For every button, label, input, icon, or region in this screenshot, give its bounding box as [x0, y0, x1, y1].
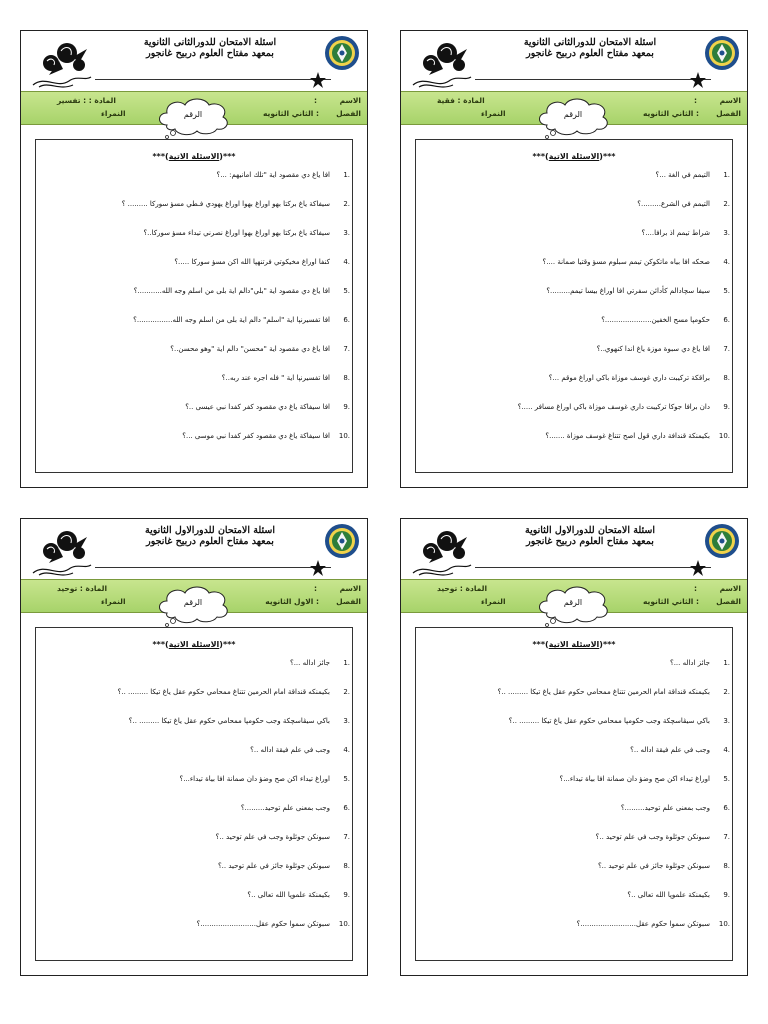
question-item [36, 687, 352, 716]
question-text: سبونكن جوئلوة جائز في علم توحيد ..؟ [217, 862, 330, 870]
question-number: 2. [343, 688, 350, 696]
question-number: 4. [343, 258, 350, 266]
question-text: افا ياغ دي مقصود اية "تلك امانيهم: ...؟ [216, 171, 330, 179]
question-item [416, 832, 732, 861]
header-rule [95, 79, 331, 80]
exam-sheet-tauhid-1 [20, 518, 368, 976]
title-line-1: اسئلة الامتحان للدورالثانى الثانوية [143, 37, 277, 48]
question-number: 10. [338, 432, 350, 440]
question-text: سبوتكن سموا حكوم عقل.........................؟ [576, 920, 710, 928]
question-item [36, 716, 352, 745]
examiner-label: النمراء [101, 597, 126, 606]
question-text: وجب بمعنى علم توحيد.........؟ [240, 804, 330, 812]
examiner-label: النمراء [101, 109, 126, 118]
question-item [416, 431, 732, 460]
number-cloud-icon [533, 95, 611, 139]
question-number: 3. [723, 717, 730, 725]
rose-ornament-icon [409, 35, 473, 91]
question-text: افا سيفاكة ياغ دي مقصود كفر كفدا نبي عيسى ..؟ [185, 403, 330, 411]
question-number: 10. [718, 432, 730, 440]
question-number: 7. [723, 833, 730, 841]
question-item [416, 286, 732, 315]
question-text: افا ياغ دي مقصود اية "بلي"دالم اية بلى من اسلم وجه الله...........؟ [133, 287, 330, 295]
question-item [416, 774, 732, 803]
questions-box [35, 139, 353, 473]
question-number: 5. [723, 775, 730, 783]
class-label: الفصل [716, 109, 741, 118]
school-logo-icon [324, 35, 360, 71]
rose-ornament-icon [29, 523, 93, 579]
question-text: اوراغ تيداء اكن صح وضؤ دان صمانة افا بياة تيداء...؟ [559, 775, 710, 783]
question-item [416, 170, 732, 199]
name-label: الاسم [339, 584, 361, 593]
number-cloud-icon [533, 583, 611, 627]
name-colon: : [694, 584, 697, 593]
questions-heading: ***(الاسئلة الاتية)*** [532, 640, 616, 649]
question-item [36, 228, 352, 257]
question-number: 1. [723, 171, 730, 179]
question-text: باكي سيڤاسچكة وجب حكومپا ممحامي حكوم عقل ياغ تيكا ......... ..؟ [128, 717, 330, 725]
question-item [36, 373, 352, 402]
exam-sheet-tafsir [20, 30, 368, 488]
question-text: سيفا سچادالم كأدائن سفرتي افا اوراغ بيسا تيمم.........؟ [546, 287, 710, 295]
number-cloud-icon [153, 583, 231, 627]
title-line-2: بمعهد مفتاح العلوم دربيح غانجور [146, 536, 274, 547]
question-number: 8. [723, 862, 730, 870]
question-item [36, 890, 352, 919]
rose-ornament-icon [29, 35, 93, 91]
question-text: سيفاكة ياغ بركتا بهو اوراغ بهوا اوراغ نصرني تيداء مسؤ سوركا..؟ [143, 229, 330, 237]
questions-box [35, 627, 353, 961]
number-cloud-icon [153, 95, 231, 139]
question-number: 10. [718, 920, 730, 928]
question-text: افا ياغ دي مقصود اية "محسن" دالم اية "وهو محسن..؟ [170, 345, 330, 353]
question-text: حكومپا مسح الخفين.....................؟ [601, 316, 710, 324]
question-text: باكي سيڤاسچكة وجب حكومپا ممحامي حكوم عقل ياغ تيكا ......... ..؟ [508, 717, 710, 725]
question-item [36, 199, 352, 228]
question-item [416, 803, 732, 832]
title-line-2: بمعهد مفتاح العلوم دربيح غانجور [526, 536, 654, 547]
title-line-2: بمعهد مفتاح العلوم دربيح غانجور [146, 48, 274, 59]
name-colon: : [694, 96, 697, 105]
question-number: 3. [723, 229, 730, 237]
school-logo-icon [704, 35, 740, 71]
number-label: الرقم [563, 110, 583, 119]
question-list [36, 658, 352, 948]
question-number: 10. [338, 920, 350, 928]
question-number: 9. [723, 403, 730, 411]
question-item [416, 402, 732, 431]
question-number: 5. [343, 775, 350, 783]
class-value: : الثاني الثانويه [262, 109, 319, 118]
question-item [36, 861, 352, 890]
question-text: صحكه افا بياه ماتكوكن تيمم سبلوم مسؤ وقتيا صمانة ....؟ [542, 258, 710, 266]
star-icon [309, 559, 327, 577]
question-number: 2. [343, 200, 350, 208]
subject-label: المادة : فقية [437, 96, 485, 105]
rose-ornament-icon [409, 523, 473, 579]
question-number: 9. [723, 891, 730, 899]
questions-heading: ***(الاسئلة الاتية)*** [152, 152, 236, 161]
header-rule [475, 79, 711, 80]
title-line-1: اسئلة الامتحان للدورالاول الثانوية [525, 525, 655, 536]
star-icon [689, 559, 707, 577]
header-rule [475, 567, 711, 568]
question-item [416, 315, 732, 344]
question-text: سيفاكة ياغ بركتا بهو اوراغ بهوا اوراغ يهودي فـطي مسؤ سوركا ......... ؟ [121, 200, 330, 208]
question-item [36, 919, 352, 948]
question-item [36, 832, 352, 861]
question-number: 7. [723, 345, 730, 353]
question-item [36, 402, 352, 431]
class-label: الفصل [336, 597, 361, 606]
sheet-header [21, 519, 367, 579]
question-text: سبوتكن سموا حكوم عقل.........................؟ [196, 920, 330, 928]
question-item [416, 890, 732, 919]
subject-label: المادة : توحيد [57, 584, 108, 593]
question-text: بكيمنكة علموپا الله تعالى ..؟ [627, 891, 710, 899]
question-text: براقكة تركيبت داري غوسف موزاة باكي اوراغ موقم ...؟ [548, 374, 710, 382]
question-number: 2. [723, 688, 730, 696]
question-text: وجب في علم فيقة اداله ..؟ [250, 746, 330, 754]
question-number: 8. [723, 374, 730, 382]
question-item [416, 257, 732, 286]
sheet-title [101, 37, 319, 59]
question-text: سبونكن جوئلوة وجب في علم توحيد ..؟ [595, 833, 710, 841]
question-text: سبونكن جوئلوة وجب في علم توحيد ..؟ [215, 833, 330, 841]
question-number: 3. [343, 229, 350, 237]
question-item [416, 228, 732, 257]
question-number: 7. [343, 345, 350, 353]
question-number: 9. [343, 891, 350, 899]
questions-heading: ***(الاسئلة الاتية)*** [532, 152, 616, 161]
question-item [416, 745, 732, 774]
sheet-header [401, 31, 747, 91]
subject-label: المادة : توحيد [437, 584, 488, 593]
questions-heading: ***(الاسئلة الاتية)*** [152, 640, 236, 649]
sheet-header [401, 519, 747, 579]
exam-sheet-tauhid-2 [400, 518, 748, 976]
question-text: دان برافا جوكا تركيبت داري غوسف موزاة باكي اوراغ مسافر .....؟ [517, 403, 710, 411]
questions-box [415, 627, 733, 961]
question-item [36, 286, 352, 315]
question-list [36, 170, 352, 460]
question-item [36, 745, 352, 774]
question-text: جائز اداله ...؟ [289, 659, 330, 667]
class-label: الفصل [336, 109, 361, 118]
question-text: كنفا اوراغ مخيكوتي فرتنهپا الله اكن مسؤ سوركا .....؟ [174, 258, 330, 266]
question-text: وجب في علم فيقة اداله ..؟ [630, 746, 710, 754]
question-item [416, 687, 732, 716]
class-value: : الاول الثانويه [265, 597, 319, 606]
question-item [416, 861, 732, 890]
sheet-title [101, 525, 319, 547]
question-item [416, 199, 732, 228]
question-number: 4. [343, 746, 350, 754]
question-number: 1. [343, 659, 350, 667]
question-text: بكيمنكه قنداقة امام الحرمين تتناغ ممحامي حكوم عقل ياغ تيكا ......... ..؟ [497, 688, 710, 696]
number-label: الرقم [183, 598, 203, 607]
question-text: سبونكن جوئلوة جائز في علم توحيد ..؟ [597, 862, 710, 870]
question-text: وجب بمعنى علم توحيد.........؟ [620, 804, 710, 812]
name-colon: : [314, 96, 317, 105]
question-number: 8. [343, 374, 350, 382]
name-label: الاسم [719, 584, 741, 593]
question-number: 3. [343, 717, 350, 725]
question-list [416, 170, 732, 460]
sheet-title [481, 525, 699, 547]
school-logo-icon [704, 523, 740, 559]
number-label: الرقم [183, 110, 203, 119]
question-item [36, 774, 352, 803]
name-colon: : [314, 584, 317, 593]
question-text: افا تفسيرنپا اية " فله اجره عند ربه..؟ [221, 374, 330, 382]
question-text: جائز اداله ...؟ [669, 659, 710, 667]
question-list [416, 658, 732, 948]
question-item [416, 373, 732, 402]
question-item [36, 658, 352, 687]
name-label: الاسم [339, 96, 361, 105]
examiner-label: النمراء [481, 109, 506, 118]
name-label: الاسم [719, 96, 741, 105]
star-icon [309, 71, 327, 89]
number-label: الرقم [563, 598, 583, 607]
examiner-label: النمراء [481, 597, 506, 606]
question-item [36, 315, 352, 344]
question-number: 1. [723, 659, 730, 667]
title-line-2: بمعهد مفتاح العلوم دربيح غانجور [526, 48, 654, 59]
header-rule [95, 567, 331, 568]
question-text: التيمم في الغة ...؟ [655, 171, 710, 179]
question-text: بكيمنكه قنداقة امام الحرمين تتناغ ممحامي حكوم عقل ياغ تيكا ......... ..؟ [117, 688, 330, 696]
sheet-title [481, 37, 699, 59]
question-text: اوراغ تيداء اكن صح وضؤ دان صمانة افا بياة تيداء...؟ [179, 775, 330, 783]
question-item [416, 919, 732, 948]
question-number: 6. [343, 804, 350, 812]
question-number: 6. [343, 316, 350, 324]
question-item [416, 658, 732, 687]
subject-label: المادة : : تفسير [57, 96, 116, 105]
question-item [36, 803, 352, 832]
question-number: 7. [343, 833, 350, 841]
question-text: بكيمنكة علموپا الله تعالى ..؟ [247, 891, 330, 899]
class-label: الفصل [716, 597, 741, 606]
question-number: 2. [723, 200, 730, 208]
star-icon [689, 71, 707, 89]
question-item [36, 431, 352, 460]
question-number: 5. [723, 287, 730, 295]
title-line-1: اسئلة الامتحان للدورالثانى الثانوية [523, 37, 657, 48]
question-number: 5. [343, 287, 350, 295]
question-text: افا ياغ دي سبوة موزة ياغ اندا كنهوي..؟ [596, 345, 710, 353]
title-line-1: اسئلة الامتحان للدورالاول الثانوية [145, 525, 275, 536]
question-text: التيمم في الشرع.........؟ [637, 200, 710, 208]
question-text: افا تفسيرنپا اية "اسلم" دالم اية بلى من اسلم وجه الله................؟ [133, 316, 330, 324]
exam-sheet-fiqh [400, 30, 748, 488]
question-item [36, 257, 352, 286]
question-item [416, 716, 732, 745]
question-text: شراط تيمم اذ برافا....؟ [641, 229, 710, 237]
class-value: : الثاني الثانويه [642, 109, 699, 118]
question-number: 9. [343, 403, 350, 411]
question-item [416, 344, 732, 373]
question-text: افا سيفاكة ياغ دي مقصود كفر كفدا نبي موسى ...؟ [182, 432, 330, 440]
class-value: : الثاني الثانويه [642, 597, 699, 606]
question-item [36, 170, 352, 199]
sheet-header [21, 31, 367, 91]
questions-box [415, 139, 733, 473]
question-item [36, 344, 352, 373]
question-number: 6. [723, 804, 730, 812]
school-logo-icon [324, 523, 360, 559]
question-text: بكيمنكة قندافة داري قول اصح تتناغ غوسف موزاة .......؟ [545, 432, 710, 440]
question-number: 4. [723, 258, 730, 266]
question-number: 1. [343, 171, 350, 179]
question-number: 8. [343, 862, 350, 870]
question-number: 6. [723, 316, 730, 324]
question-number: 4. [723, 746, 730, 754]
